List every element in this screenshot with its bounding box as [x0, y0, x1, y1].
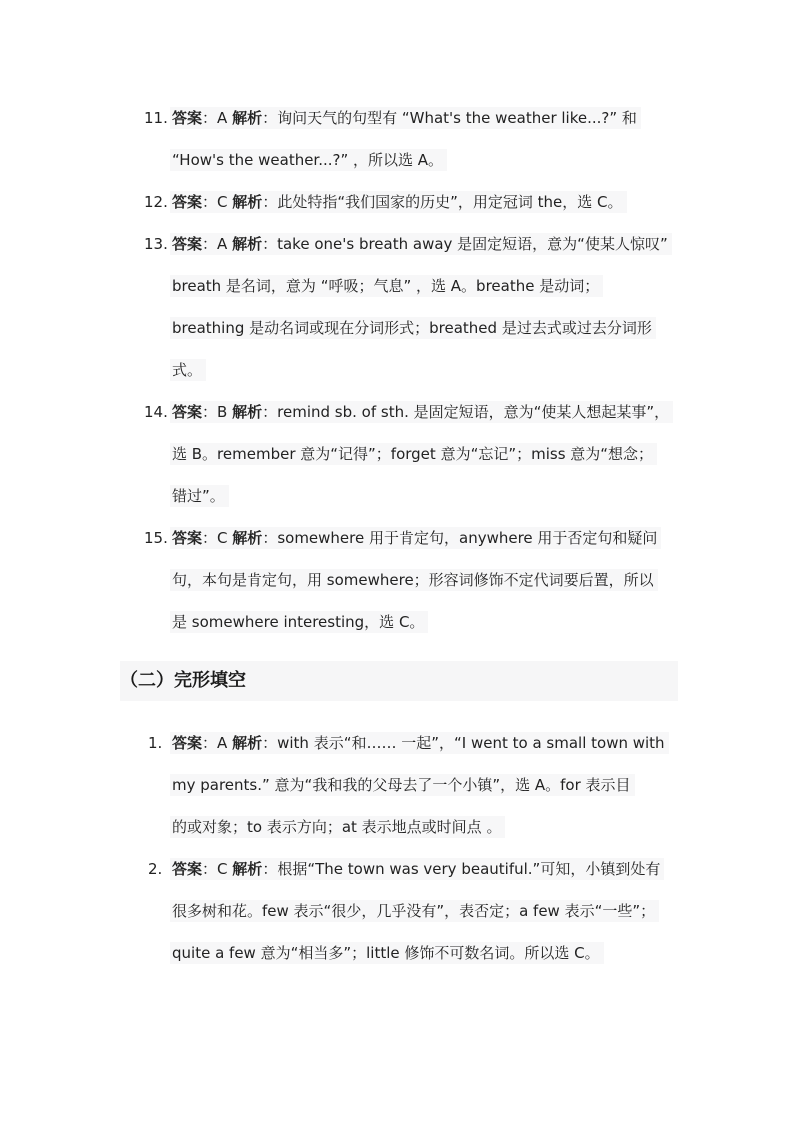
analysis-text: 是 somewhere interesting，选 C。 — [170, 611, 428, 633]
analysis-text: 询问天气的句型有 “What's the weather like...?” 和 — [277, 109, 637, 127]
analysis-text: 选 B。remember 意为“记得”；forget 意为“忘记”；miss 意为“想念； — [170, 443, 657, 465]
analysis-label: 解析 — [232, 734, 263, 752]
analysis-label: 解析 — [232, 193, 263, 211]
analysis-text: 的或对象；to 表示方向；at 表示地点或时间点 。 — [170, 816, 505, 838]
analysis-text: with 表示“和…… 一起”，“I went to a small town with — [277, 734, 665, 752]
item-line — [170, 349, 690, 391]
analysis-text: breathing 是动名词或现在分词形式；breathed 是过去式或过去分词形 — [170, 317, 656, 339]
item-line: 答案：C 解析：此处特指“我们国家的历史”，用定冠词 the，选 C。 — [170, 181, 690, 223]
section-heading-cloze: （二）完形填空 — [120, 661, 678, 701]
analysis-text: 此处特指“我们国家的历史”，用定冠词 the，选 C。 — [277, 193, 623, 211]
answer-value: A — [217, 734, 228, 752]
item-line: 答案：C 解析：somewhere 用于肯定句，anywhere 用于否定句和疑问 — [170, 517, 690, 559]
answer-label: 答案 — [172, 529, 203, 547]
answer-label: 答案 — [172, 734, 203, 752]
answer-label: 答案 — [172, 403, 203, 421]
item-number: 15. — [144, 529, 168, 547]
item-line — [170, 265, 690, 307]
item-line — [170, 890, 690, 932]
analysis-text: my parents.” 意为“我和我的父母去了一个小镇”，选 A。for 表示目 — [170, 774, 635, 796]
item-number: 13. — [144, 235, 168, 253]
item-number: 2. — [148, 860, 163, 878]
analysis-text: quite a few 意为“相当多”；little 修饰不可数名词。所以选 C。 — [170, 942, 604, 964]
answer-value: C — [217, 529, 228, 547]
item-line: 答案：A 解析：询问天气的句型有 “What's the weather like...?” 和 — [170, 97, 690, 139]
answer-label: 答案 — [172, 235, 203, 253]
analysis-text: breath 是名词，意为 “呼吸；气息” ，选 A。breathe 是动词； — [170, 275, 603, 297]
answer-label: 答案 — [172, 109, 203, 127]
analysis-text: remind sb. of sth. 是固定短语，意为“使某人想起某事”， — [277, 403, 670, 421]
item-line — [170, 307, 690, 349]
item-line: 答案：A 解析：with 表示“和…… 一起”，“I went to a small town with — [170, 722, 690, 764]
answer-label: 答案 — [172, 193, 203, 211]
answer-value: A — [217, 235, 228, 253]
analysis-text: “How's the weather...?” ，所以选 A。 — [170, 149, 447, 171]
answer-label: 答案 — [172, 860, 203, 878]
item-line — [170, 139, 690, 181]
item-line — [170, 475, 690, 517]
answer-value: C — [217, 193, 228, 211]
item-number: 1. — [148, 734, 163, 752]
analysis-text: somewhere 用于肯定句，anywhere 用于否定句和疑问 — [277, 529, 658, 547]
analysis-text: 式。 — [170, 359, 206, 381]
analysis-label: 解析 — [232, 235, 263, 253]
analysis-text: take one's breath away 是固定短语，意为“使某人惊叹” — [277, 235, 668, 253]
item-line: 答案：A 解析：take one's breath away 是固定短语，意为“使某人惊叹” — [170, 223, 690, 265]
analysis-label: 解析 — [232, 109, 263, 127]
item-line — [170, 932, 690, 974]
analysis-text: 句，本句是肯定句，用 somewhere；形容词修饰不定代词要后置，所以 — [170, 569, 658, 591]
answer-value: A — [217, 109, 228, 127]
item-number: 11. — [144, 109, 168, 127]
analysis-label: 解析 — [232, 403, 263, 421]
analysis-label: 解析 — [232, 860, 263, 878]
item-line: 答案：B 解析：remind sb. of sth. 是固定短语，意为“使某人想起某事”， — [170, 391, 690, 433]
item-line — [170, 559, 690, 601]
analysis-text: 很多树和花。few 表示“很少，几乎没有”，表否定；a few 表示“一些”； — [170, 900, 659, 922]
item-number: 12. — [144, 193, 168, 211]
answer-value: B — [217, 403, 228, 421]
answer-value: C — [217, 860, 228, 878]
item-line — [170, 601, 690, 643]
item-line — [170, 433, 690, 475]
analysis-label: 解析 — [232, 529, 263, 547]
analysis-text: 根据“The town was very beautiful.”可知，小镇到处有 — [277, 860, 661, 878]
item-number: 14. — [144, 403, 168, 421]
item-line — [170, 806, 690, 848]
item-line — [170, 764, 690, 806]
item-line: 答案：C 解析：根据“The town was very beautiful.”可知，小镇到处有 — [170, 848, 690, 890]
analysis-text: 错过”。 — [170, 485, 229, 507]
